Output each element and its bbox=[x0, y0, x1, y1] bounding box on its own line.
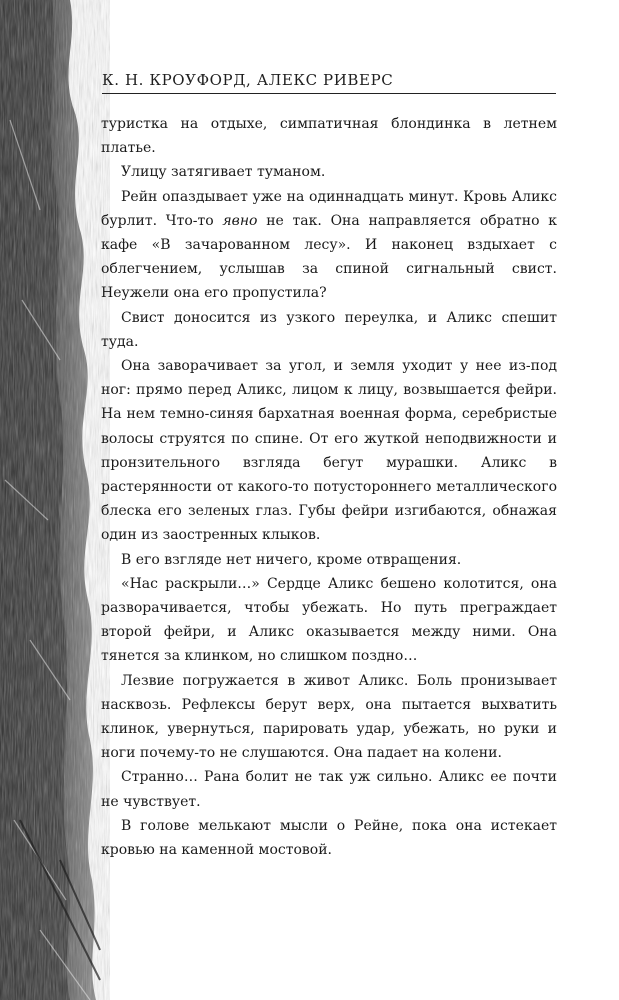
forest-edge-illustration bbox=[0, 0, 110, 1000]
running-title: К. Н. КРОУФОРД, АЛЕКС РИВЕРС bbox=[102, 71, 394, 89]
paragraph: Лезвие погружается в живот Аликс. Боль пронизывает насквозь. Рефлексы берут верх, она пытается выхватить клинок, увернуться, парировать удар, убежать, но руки и ноги почему-то не слушаются. Она падает на колени. bbox=[101, 672, 557, 762]
page-body bbox=[101, 112, 557, 862]
paragraph: В его взгляде нет ничего, кроме отвращения. bbox=[121, 551, 462, 568]
paragraph-text: не так. Она направляется обратно к кафе «В зачарованном лесу». И наконец вздыхает с облегчением, услышав за спиной сигнальный свист. Неужели она его пропустила? bbox=[101, 212, 557, 302]
paragraph: «Нас раскрыли…» Сердце Аликс бешено колотится, она разворачивается, чтобы убежать. Но путь преграждает второй фейри, и Аликс оказывается между ними. Она тянется за клинком, но слишком поздно… bbox=[101, 575, 557, 665]
running-header bbox=[102, 71, 556, 94]
paragraph-text: Рейн опаздывает уже на одиннадцать минут. Кровь Аликс бурлит. Что-то bbox=[101, 188, 557, 229]
paragraph: Она заворачивает за угол, и земля уходит у нее из-под ног: прямо перед Аликс, лицом к лицу, возвышается фейри. На нем темно-синяя бархатная военная форма, серебристые волосы струятся по спине. От его жуткой неподвижности и пронзительного взгляда бегут мурашки. Аликс в растерянности от какого-то потустороннего металлического блеска его зеленых глаз. Губы фейри изгибаются, обнажая один из заостренных клыков. bbox=[101, 358, 557, 544]
paragraph: туристка на отдыхе, симпатичная блондинка в летнем платье. bbox=[101, 116, 557, 157]
paragraph: В голове мелькают мысли о Рейне, пока она истекает кровью на каменной мостовой. bbox=[101, 817, 557, 859]
paragraph: Свист доносится из узкого переулка, и Аликс спешит туда. bbox=[101, 309, 557, 350]
paragraph: Странно… Рана болит не так уж сильно. Аликс ее почти не чувствует. bbox=[101, 769, 557, 810]
paragraph bbox=[101, 185, 557, 306]
paragraph: Улицу затягивает туманом. bbox=[121, 164, 326, 181]
emphasized-word: явно bbox=[222, 212, 258, 229]
